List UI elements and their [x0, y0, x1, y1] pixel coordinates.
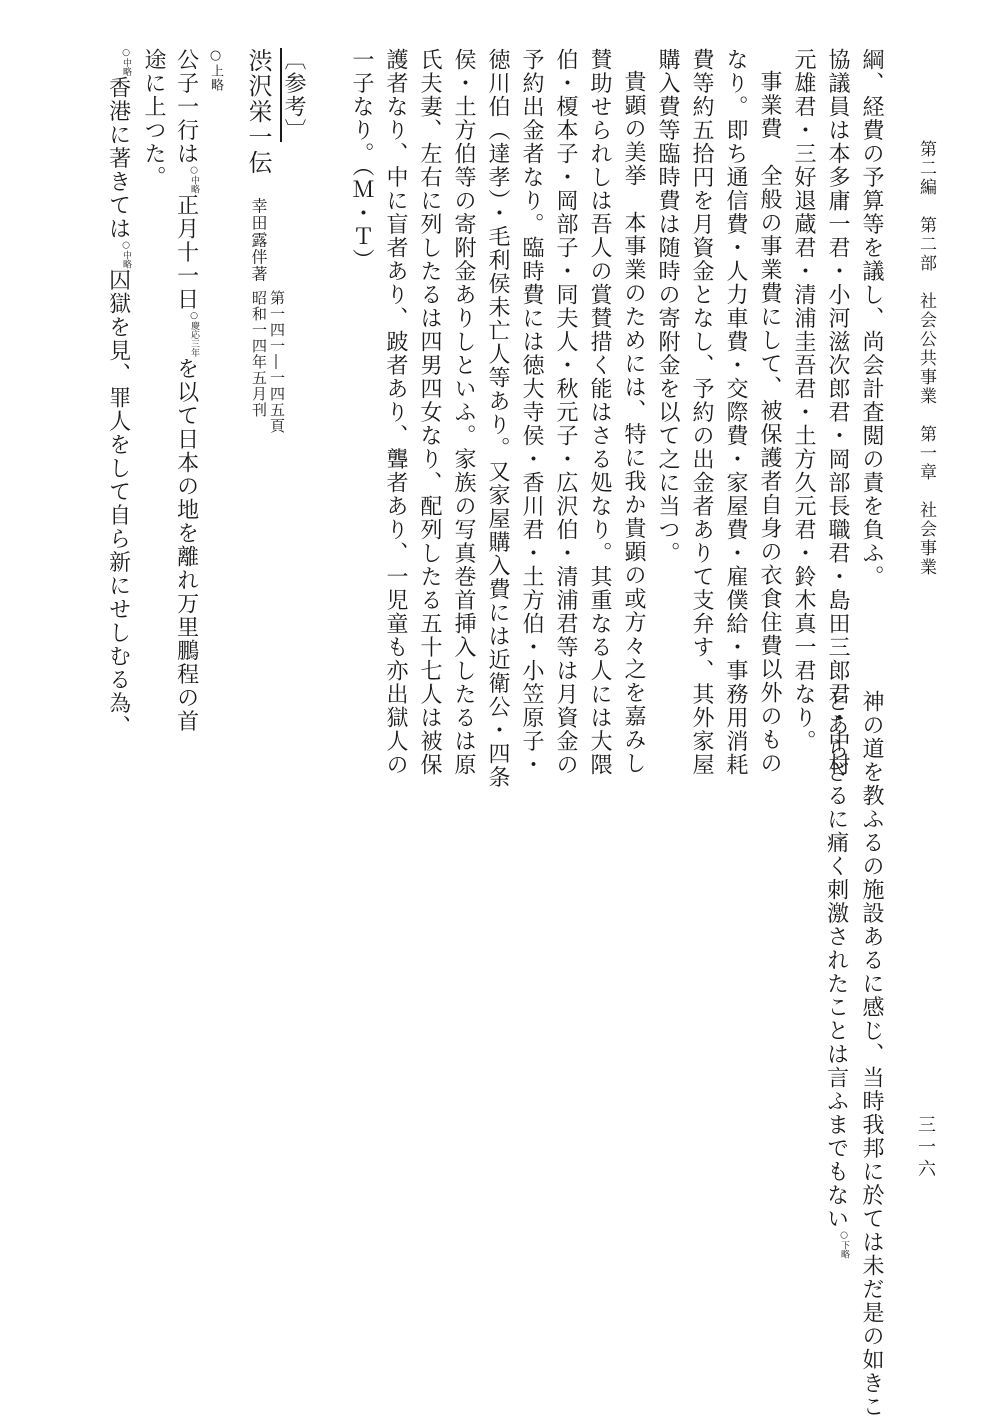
- text-line-3: 元雄君・三好退蔵君・清浦圭吾君・土方久元君・鈴木真一君なり。: [791, 48, 816, 753]
- lower-text-line-2: [825, 690, 848, 1259]
- omission-note-1: ○中略: [189, 165, 199, 194]
- text-line-14: 氏夫妻、左右に列したるは四男四女なり、配列したる五十七人は被保: [417, 48, 442, 777]
- quote-line-1: [175, 48, 198, 733]
- quote-line-1a: 公子一行は: [173, 48, 199, 166]
- running-header: 第二編 第二部 社会公共事業 第一章 社会事業: [916, 140, 936, 577]
- text-line-10: 伯・榎本子・岡部子・同夫人・秋元子・広沢伯・清浦君等は月資金の: [553, 48, 578, 777]
- text-line-11: 予約出金者なり。臨時費には徳大寺侯・香川君・土方伯・小笠原子・: [519, 48, 544, 777]
- text-line-13: 侯・土方伯等の寄附金ありしといふ。家族の写真巻首挿入したるは原: [451, 48, 476, 777]
- text-line-9: 賛助せられしは吾人の賞賛措く能はさる処なり。其重なる人には大隈: [587, 48, 612, 777]
- omission-note-2: ○中略: [121, 48, 131, 76]
- text-line-15: 護者なり、中に盲者あり、跛者あり、聾者あり、一児童も亦出獄人の: [383, 48, 408, 777]
- quote-line-3: [107, 48, 130, 739]
- page-number: 三一六: [915, 1115, 936, 1181]
- omission-bottom: ○下略: [839, 1230, 849, 1259]
- text-line-5: なり。即ち通信費・人力車費・交際費・家屋費・雇僕給・事務用消耗: [723, 48, 748, 777]
- text-line-2: 協議員は本多庸一君・小河滋次郎君・岡部長職君・島田三郎君・中村: [825, 48, 850, 777]
- text-line-16: 一子なり。（Ｍ・Ｔ）: [349, 48, 374, 272]
- lower-text-line-2a: とあらざるに痛く刺激されたことは言ふまでもない: [823, 690, 849, 1231]
- text-line-12: 徳川伯（達孝）・毛利侯未亡人等あり。又家屋購入費には近衛公・四条: [485, 48, 510, 789]
- text-line-1: 綱、経費の予算等を議し、尚会計査閲の責を負ふ。: [859, 48, 884, 589]
- era-note: ○慶応三年: [189, 311, 199, 357]
- quote-line-1c: を以て日本の地を離れ万里鵬程の首: [173, 357, 199, 733]
- book-title: 渋沢栄一伝: [244, 48, 272, 176]
- book-date: 昭和一四年五月刊: [250, 290, 268, 418]
- omission-top: ○上略: [208, 48, 223, 92]
- quote-line-3b: 囚獄を見、罪人をして自ら新にせしむる為、: [105, 268, 131, 739]
- text-line-6: 費等約五拾円を月資金となし、予約の出金者ありて支弁す、其外家屋: [689, 48, 714, 777]
- text-line-4: 事業費 全般の事業費にして、被保護者自身の衣食住費以外のもの: [757, 70, 782, 775]
- quote-line-1b: 正月十一日: [173, 193, 199, 311]
- text-line-7: 購入費等臨時費は随時の寄附金を以て之に当つ。: [655, 48, 680, 565]
- reference-citation: [282, 48, 304, 142]
- omission-note-3: ○中略: [121, 240, 131, 269]
- book-author: 幸田露伴著: [249, 197, 268, 283]
- quote-line-3a: 香港に著きては: [105, 76, 131, 241]
- book-pages: 第一四一―一四五頁: [268, 290, 286, 434]
- quote-line-2: 途に上つた。: [141, 48, 166, 189]
- text-line-8: 貴顕の美挙 本事業のためには、特に我か貴顕の或方々之を嘉みし: [621, 70, 646, 775]
- reference-book: [246, 48, 270, 283]
- lower-text-line-1: 神の道を教ふるの施設あるに感じ、当時我邦に於ては未だ是の如きこ: [859, 690, 884, 1419]
- reference-label: 〔参考〕: [281, 48, 306, 142]
